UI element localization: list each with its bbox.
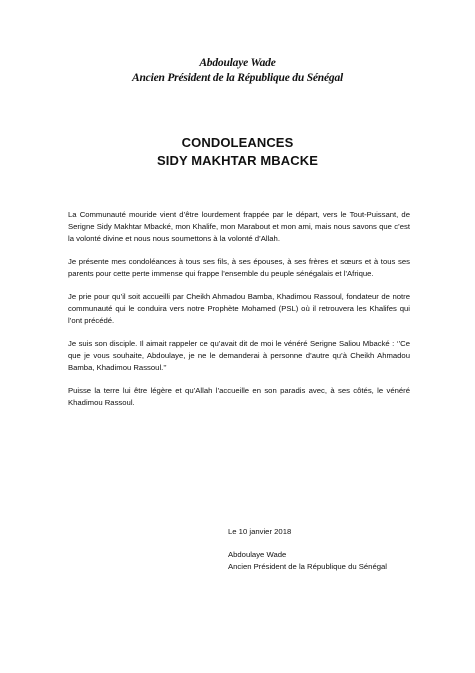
paragraph-2: Je présente mes condoléances à tous ses fils, à ses épouses, à ses frères et sœurs et à tous ses parents pour cette perte immense qui frappe l’ensemble du peuple sénégalais et l’Afrique. [68, 257, 410, 278]
letterhead-name: Abdoulaye Wade [199, 57, 276, 69]
paragraph-5: Puisse la terre lui être légère et qu’Allah l’accueille en son paradis avec, à ses côtés, le vénéré Khadimou Rassoul. [68, 386, 410, 407]
letter-body [68, 209, 410, 420]
letterhead-role: Ancien Président de la République du Sénégal [132, 72, 343, 84]
document-title [0, 134, 475, 170]
paragraph-3: Je prie pour qu’il soit accueilli par Cheikh Ahmadou Bamba, Khadimou Rassoul, fondateur de notre communauté qui le conduira vers notre Prophète Mohamed (PSL) où il retrouvera les Khalifes qui l’ont précédé. [68, 292, 410, 325]
paragraph-4: Je suis son disciple. Il aimait rappeler ce qu’avait dit de moi le vénéré Serigne Saliou Mbacké : ‘’Ce que je vous souhaite, Abdoulaye, je ne le demanderai à personne d’autre qu’à Cheikh Ahmadou Bamba, Khadimou Rassoul.’’ [68, 339, 410, 372]
signature-date: Le 10 janvier 2018 [228, 527, 292, 536]
signature-role: Ancien Président de la République du Sénégal [228, 562, 387, 571]
signature-name: Abdoulaye Wade [228, 550, 287, 559]
paragraph-1: La Communauté mouride vient d’être lourdement frappée par le départ, vers le Tout-Puissant, de Serigne Sidy Makhtar Mbacké, mon Khalife, mon Marabout et mon ami, mais nous savons que c’est la volonté divine et nous nous soumettons à la volonté d’Allah. [68, 210, 410, 243]
title-line-2: SIDY MAKHTAR MBACKE [156, 153, 319, 168]
signature-block [228, 526, 387, 573]
title-line-1: CONDOLEANCES [181, 135, 294, 150]
letterhead [0, 56, 475, 86]
